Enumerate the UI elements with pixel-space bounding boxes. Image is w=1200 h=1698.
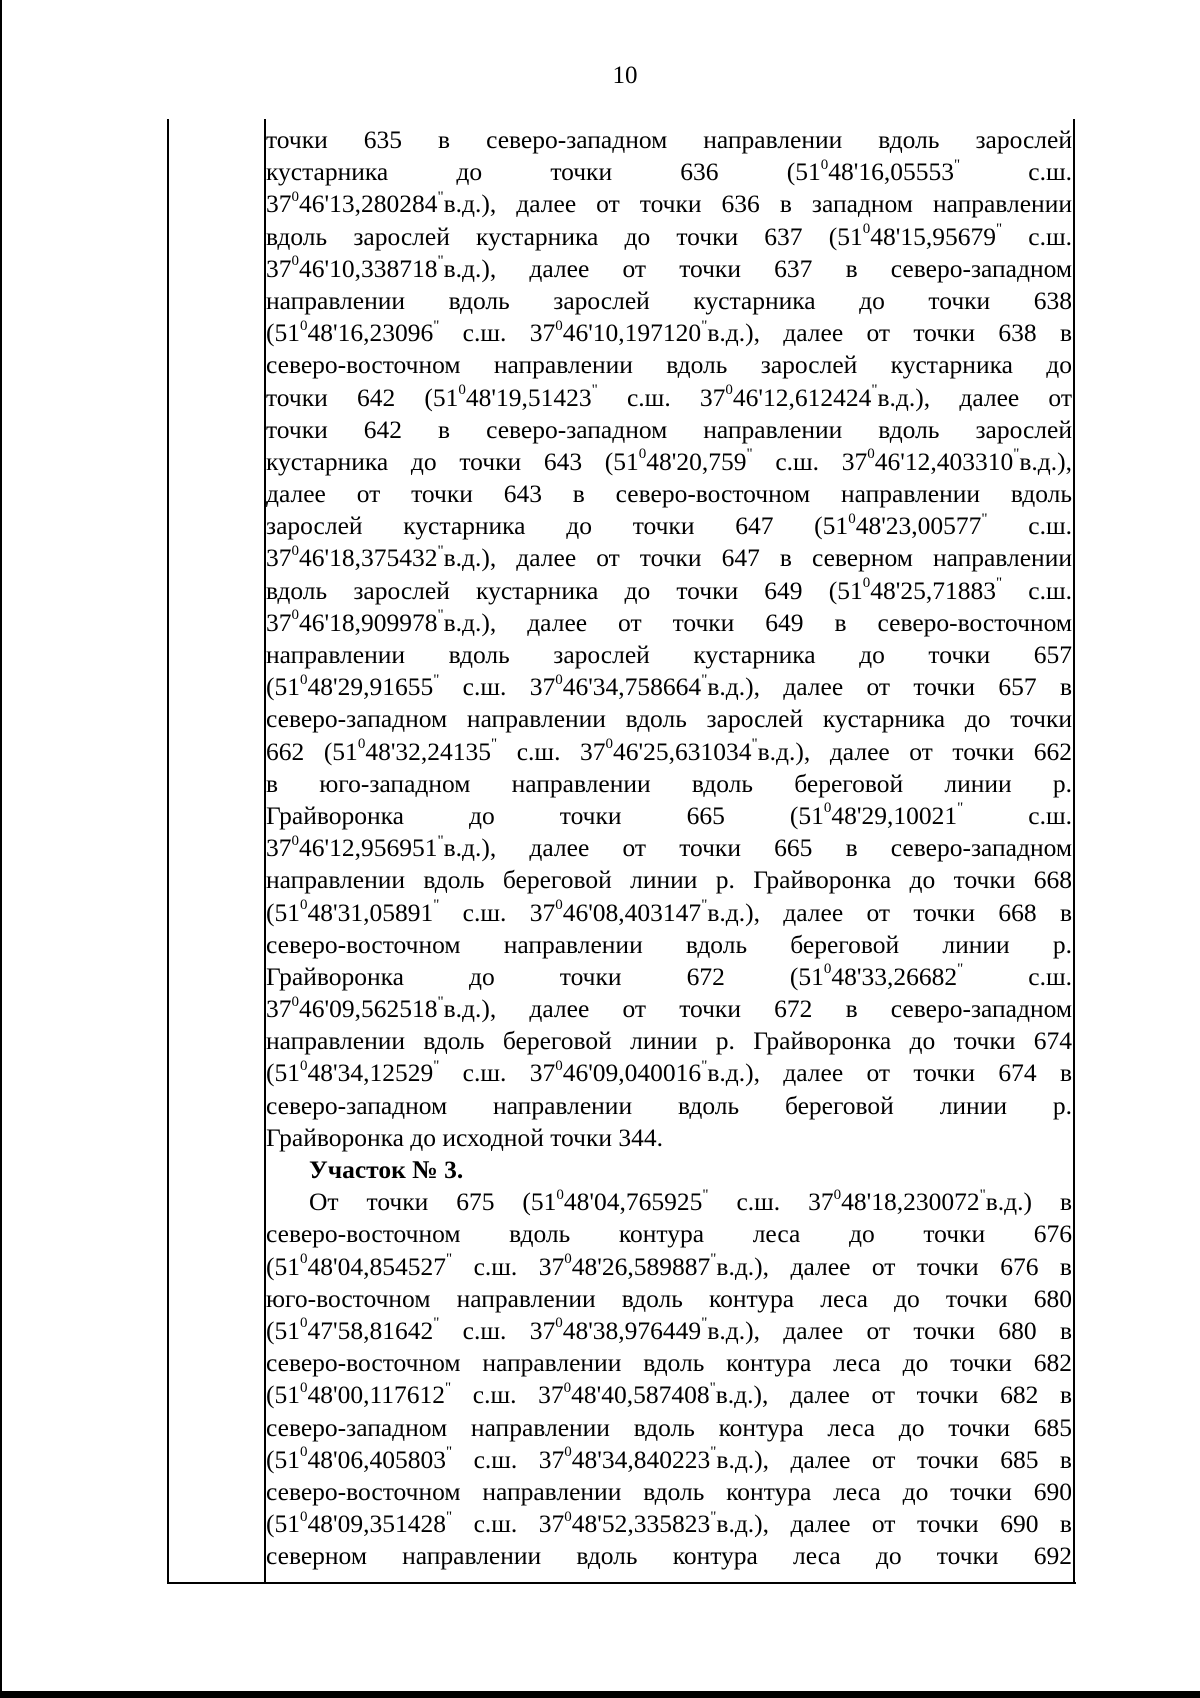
text-line: $37^046'12,956951^"в.д$.), далее от точки 665 в северо-западном	[266, 832, 1072, 863]
text-line: вдоль зарослей кустарника до точки 649 ($51^048'25,71883^"$ с.ш.	[266, 575, 1072, 605]
text-line: ($51^048'00,117612^"$ с.ш. $37^048'40,587408^"в.д$.), далее от точки 682 в	[266, 1379, 1072, 1410]
table-right-border	[1073, 119, 1075, 1584]
text-line: северо-западном направлении вдоль зарослей кустарника до точки	[266, 704, 1072, 734]
text-line: точки 635 в северо-западном направлении вдоль зарослей	[266, 125, 1072, 154]
boundary-description	[266, 124, 1072, 1572]
text-line: ($51^048'29,91655^"$ с.ш. $37^046'34,758664^"в.д$.), далее от точки 657 в	[266, 671, 1072, 702]
scan-bottom-edge	[0, 1691, 1200, 1698]
text-line: ($51^048'34,12529^"$ с.ш. $37^046'09,040016^"в.д$.), далее от точки 674 в	[266, 1057, 1072, 1088]
text-line: ($51^048'06,405803^"$ с.ш. $37^048'34,840223^"в.д$.), далее от точки 685 в	[266, 1444, 1072, 1474]
text-line: $37^046'18,375432^"в.д$.), далее от точки 647 в северном направлении	[266, 542, 1072, 573]
text-line: ($51^048'09,351428^"$ с.ш. $37^048'52,335823^"в.д$.), далее от точки 690 в	[266, 1508, 1072, 1539]
text-line: северо-восточном направлении вдоль зарослей кустарника до	[266, 350, 1072, 380]
text-line: кустарника до точки 636 ($51^048'16,05553^"$ с.ш.	[266, 156, 1072, 187]
text-line: направлении вдоль зарослей кустарника до точки 638	[266, 285, 1072, 315]
text-line: Грайворонка до точки 672 ($51^048'33,26682^"$ с.ш.	[266, 961, 1072, 991]
text-line: точки 642 в северо-западном направлении вдоль зарослей	[266, 414, 1072, 444]
text-line: зарослей кустарника до точки 647 ($51^048'23,00577^"$ с.ш.	[266, 510, 1072, 541]
text-line: направлении вдоль береговой линии р. Грайворонка до точки 668	[266, 865, 1072, 895]
text-line: 662 ($51^048'32,24135^"$ с.ш. $37^046'25,631034^"в.д$.), далее от точки 662	[266, 736, 1072, 766]
text-line: северо-восточном вдоль контура леса до точки 676	[266, 1219, 1072, 1249]
text-line: Грайворонка до исходной точки 344.	[266, 1122, 663, 1152]
text-line: ($51^048'16,23096^"$ с.ш. $37^046'10,197120^"в.д$.), далее от точки 638 в	[266, 317, 1072, 348]
text-line: От точки 675 ($51^048'04,765925^"$ с.ш. $37^048'18,230072^"в.д$.) в	[309, 1186, 1072, 1217]
text-line: точки 642 ($51^048'19,51423^"$ с.ш. $37^046'12,612424^"в.д$.), далее от	[266, 382, 1072, 412]
text-line: северо-восточном направлении вдоль береговой линии р.	[266, 929, 1072, 959]
text-line: юго-восточном направлении вдоль контура леса до точки 680	[266, 1283, 1072, 1313]
section-2-continuation	[266, 124, 1072, 1154]
text-line: ($51^048'31,05891^"$ с.ш. $37^046'08,403147^"в.д$.), далее от точки 668 в	[266, 897, 1072, 927]
text-line: северо-западном направлении вдоль контура леса до точки 685	[266, 1412, 1072, 1442]
text-line: кустарника до точки 643 ($51^048'20,759^"$ с.ш. $37^046'12,403310^"в.д$.),	[266, 446, 1072, 476]
text-line: ($51^048'04,854527^"$ с.ш. $37^048'26,589887^"в.д$.), далее от точки 676 в	[266, 1251, 1072, 1281]
text-line: $37^046'10,338718^"в.д$.), далее от точки 637 в северо-западном	[266, 253, 1072, 283]
text-line: $37^046'18,909978^"в.д$.), далее от точки 649 в северо-восточном	[266, 607, 1072, 637]
text-line: северо-восточном направлении вдоль контура леса до точки 682	[266, 1348, 1072, 1378]
section-3-description	[266, 1186, 1072, 1572]
text-line: ($51^047'58,81642^"$ с.ш. $37^048'38,976449^"в.д$.), далее от точки 680 в	[266, 1315, 1072, 1345]
text-line: в юго-западном направлении вдоль береговой линии р.	[266, 768, 1072, 798]
text-line: направлении вдоль зарослей кустарника до точки 657	[266, 640, 1072, 669]
text-line: вдоль зарослей кустарника до точки 637 ($51^048'15,95679^"$ с.ш.	[266, 221, 1072, 251]
text-line: северо-восточном направлении вдоль контура леса до точки 690	[266, 1476, 1072, 1506]
text-line: $37^046'13,280284^"в.д$.), далее от точки 636 в западном направлении	[266, 188, 1072, 219]
page-number: 10	[612, 62, 638, 89]
text-line: северо-западном направлении вдоль береговой линии р.	[266, 1090, 1072, 1120]
text-line: направлении вдоль береговой линии р. Грайворонка до точки 674	[266, 1026, 1072, 1056]
text-line: $37^046'09,562518^"в.д$.), далее от точки 672 в северо-западном	[266, 993, 1072, 1024]
scan-left-edge	[0, 0, 2, 1698]
section-3-heading: Участок № 3.	[309, 1155, 464, 1184]
text-line: Грайворонка до точки 665 ($51^048'29,10021^"$ с.ш.	[266, 800, 1072, 830]
text-line: северном направлении вдоль контура леса до точки 692	[266, 1541, 1072, 1571]
text-line: далее от точки 643 в северо-восточном направлении вдоль	[266, 479, 1072, 509]
